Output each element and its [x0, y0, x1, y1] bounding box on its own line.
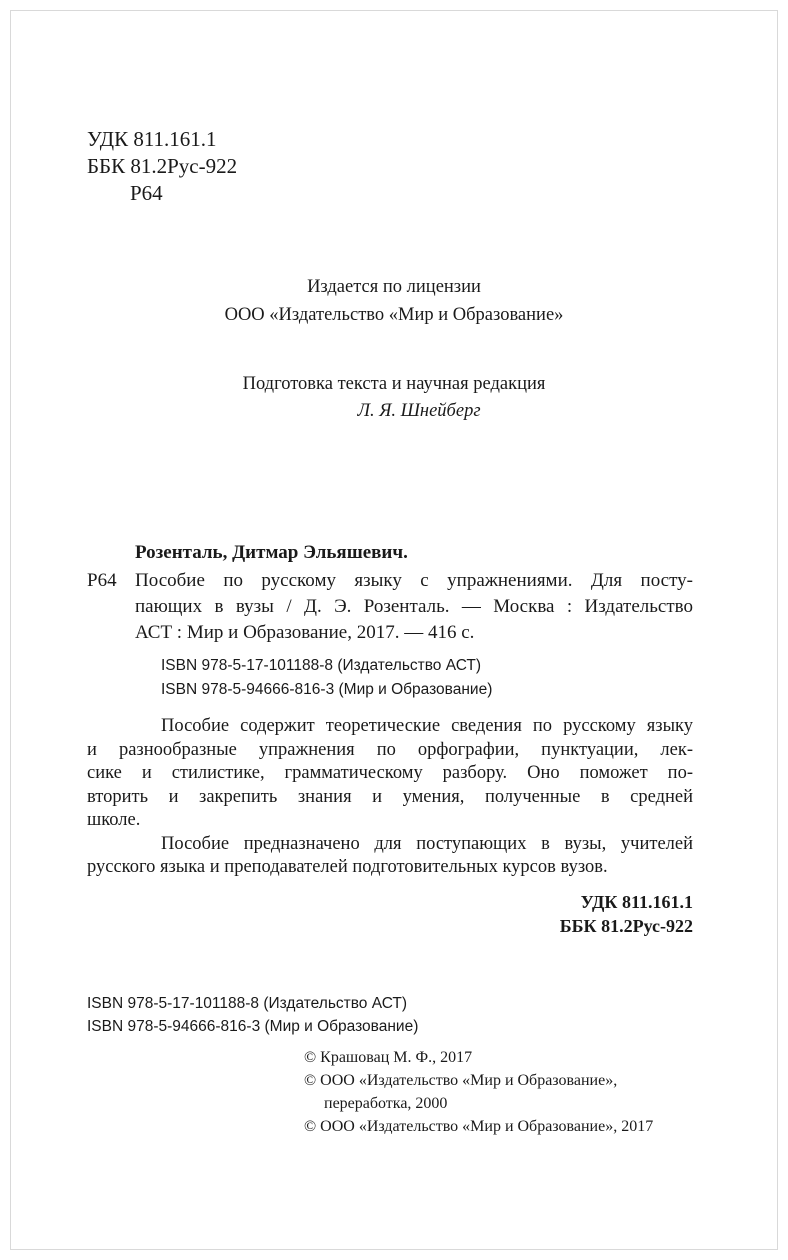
- udk-code-bold: УДК 811.161.1: [580, 891, 693, 912]
- editor-name: Л. Я. Шнейберг: [357, 401, 481, 421]
- copyright-line: © Крашовац М. Ф., 2017: [304, 1049, 473, 1066]
- isbn-line: ISBN 978-5-94666-816-3 (Мир и Образование): [161, 681, 493, 698]
- udk-code: УДК 811.161.1: [87, 127, 217, 151]
- annotation-line: вторить и закрепить знания и умения, полученные в средней: [87, 786, 693, 807]
- annotation: [87, 715, 693, 880]
- description-line: АСТ : Мир и Образование, 2017. — 416 с.: [135, 622, 475, 643]
- copyright-block: [304, 1046, 653, 1138]
- annotation-line: сике и стилистике, грамматическому разбору. Оно поможет по-: [87, 763, 693, 783]
- entry-author-mark: Р64: [87, 570, 117, 591]
- preparation-line: Подготовка текста и научная редакция: [242, 374, 546, 394]
- description-line: Пособие по русскому языку с упражнениями. Для посту-: [135, 570, 693, 591]
- license-notice: [0, 273, 788, 329]
- classification-codes: [87, 890, 693, 938]
- annotation-line: русского языка и преподавателей подготовительных курсов вузов.: [87, 857, 608, 877]
- isbn-footer: [87, 993, 418, 1038]
- annotation-line: Пособие предназначено для поступающих в вузы, учителей: [161, 833, 693, 854]
- isbn-line: ISBN 978-5-94666-816-3 (Мир и Образование): [87, 1017, 419, 1035]
- isbn-line: ISBN 978-5-17-101188-8 (Издательство АСТ): [87, 995, 408, 1012]
- bibliographic-record: [87, 540, 693, 938]
- copyright-line: © ООО «Издательство «Мир и Образование»,: [304, 1072, 618, 1089]
- annotation-line: и разнообразные упражнения по орфографии, пунктуации, лек-: [87, 739, 693, 760]
- description-line: пающих в вузы / Д. Э. Розенталь. — Москва : Издательство: [135, 596, 693, 617]
- author-mark: Р64: [130, 181, 163, 205]
- author-heading: Розенталь, Дитмар Эльяшевич.: [135, 542, 408, 563]
- preparation-credit: [0, 371, 788, 425]
- isbn-list: [87, 654, 693, 702]
- annotation-line: школе.: [87, 810, 141, 830]
- description: [87, 568, 693, 646]
- copyright-line: © ООО «Издательство «Мир и Образование», 2017: [304, 1118, 654, 1135]
- header-codes: [87, 126, 237, 207]
- license-publisher: ООО «Издательство «Мир и Образование»: [224, 305, 564, 325]
- copyright-line-continuation: переработка, 2000: [324, 1095, 448, 1112]
- bbk-code: ББК 81.2Рус-922: [87, 154, 238, 178]
- annotation-line: Пособие содержит теоретические сведения по русскому языку: [161, 716, 693, 736]
- license-line: Издается по лицензии: [307, 277, 481, 297]
- isbn-line: ISBN 978-5-17-101188-8 (Издательство АСТ): [161, 657, 482, 674]
- bbk-code-bold: ББК 81.2Рус-922: [559, 915, 693, 936]
